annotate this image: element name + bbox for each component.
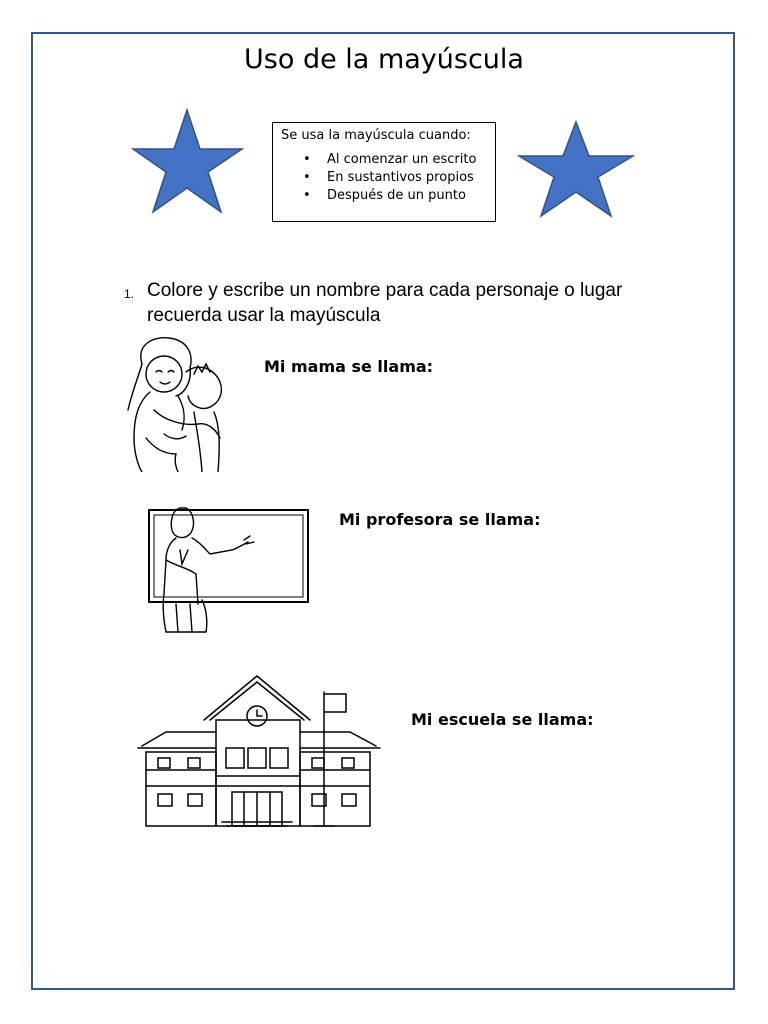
rules-list — [281, 151, 487, 205]
mother-child-illustration — [124, 334, 234, 472]
rules-heading: Se usa la mayúscula cuando: — [281, 128, 471, 143]
instruction-number: 1. — [124, 287, 135, 301]
school-illustration — [136, 674, 382, 830]
page-title: Uso de la mayúscula — [244, 44, 524, 75]
left-star-icon — [131, 108, 245, 214]
rules-box — [272, 122, 496, 222]
rules-item: • Después de un punto — [327, 187, 487, 205]
exercise-prompt: Mi mama se llama: — [264, 357, 434, 376]
instruction-text: Colore y escribe un nombre para cada personaje o lugar recuerda usar la mayúscula — [147, 280, 623, 326]
exercise-prompt: Mi profesora se llama: — [339, 510, 541, 529]
rules-item: • Al comenzar un escrito — [327, 151, 487, 169]
rules-item: • En sustantivos propios — [327, 169, 487, 187]
teacher-illustration — [136, 504, 312, 638]
instruction — [124, 278, 684, 328]
right-star-icon — [517, 120, 635, 218]
exercise-prompt: Mi escuela se llama: — [411, 710, 594, 729]
